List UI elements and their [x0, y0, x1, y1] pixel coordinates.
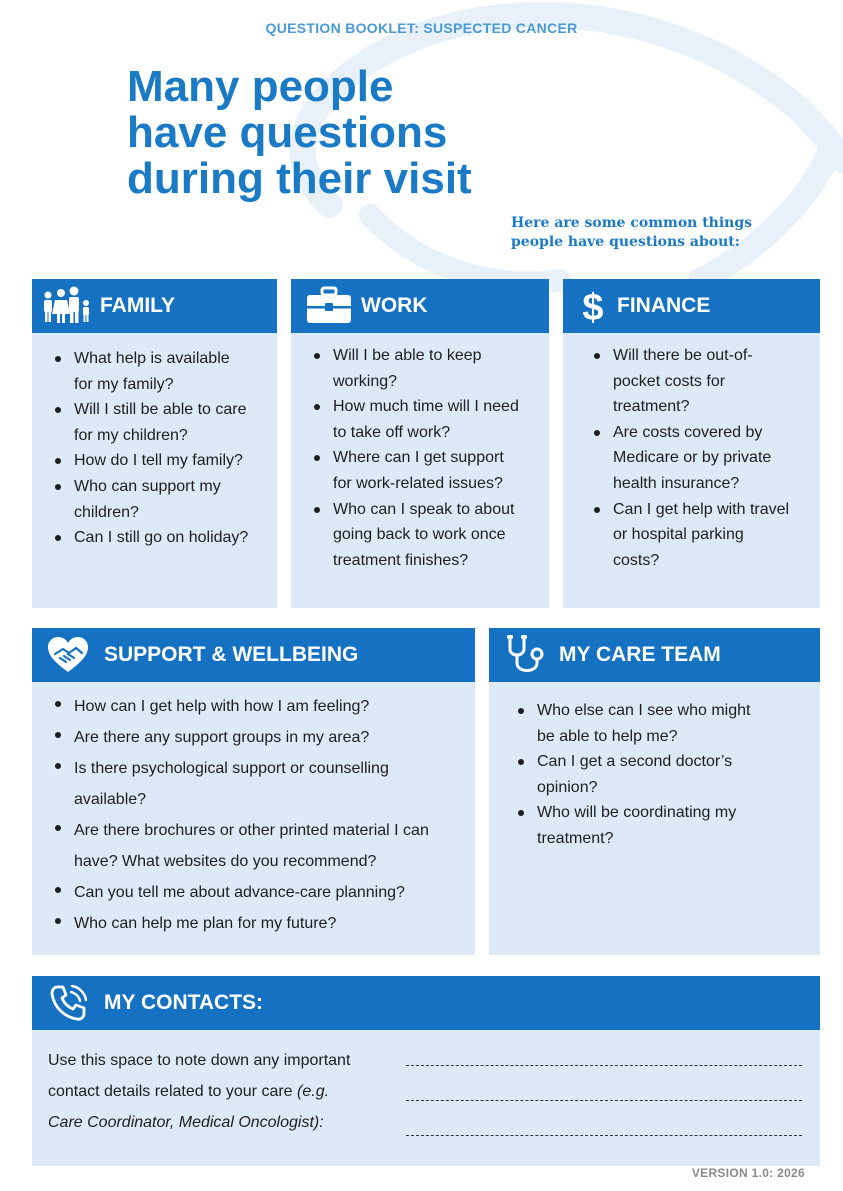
list-item: Can I still go on holiday?: [74, 525, 248, 551]
list-item: Will I be able to keep working?: [333, 343, 519, 394]
finance-question-list: [563, 343, 789, 573]
care-team-header: [489, 628, 820, 682]
version-label: VERSION 1.0: 2026: [691, 1166, 805, 1180]
list-item: Will there be out-of- pocket costs for treatment?: [613, 343, 789, 420]
list-item: Who can help me plan for my future?: [74, 908, 429, 939]
work-card: [291, 279, 549, 608]
list-item: Can I get a second doctor’s opinion?: [537, 749, 750, 800]
finance-card: [563, 279, 820, 608]
care-team-question-list: [489, 698, 750, 852]
family-title: FAMILY: [100, 294, 176, 317]
wellbeing-card: [32, 628, 475, 955]
list-item: How do I tell my family?: [74, 448, 248, 474]
list-item: Are costs covered by Medicare or by private health insurance?: [613, 420, 789, 497]
contact-write-line[interactable]: [406, 1135, 802, 1136]
booklet-label: QUESTION BOOKLET: SUSPECTED CANCER: [265, 20, 578, 36]
care-team-title: MY CARE TEAM: [559, 643, 721, 666]
contact-write-line[interactable]: [406, 1065, 802, 1066]
list-item: Who can I speak to about going back to work once treatment finishes?: [333, 497, 519, 574]
wellbeing-header: [32, 628, 475, 682]
contacts-title: MY CONTACTS:: [104, 991, 264, 1014]
wellbeing-question-list: [32, 691, 429, 939]
wellbeing-title: SUPPORT & WELLBEING: [104, 643, 359, 666]
stethoscope-icon: [505, 633, 549, 677]
svg-text:$: $: [582, 287, 604, 327]
list-item: What help is available for my family?: [74, 346, 248, 397]
list-item: Are there any support groups in my area?: [74, 722, 429, 753]
work-title: WORK: [361, 294, 428, 317]
work-question-list: [291, 343, 519, 573]
contacts-card: [32, 976, 820, 1166]
page-headline: Many people have questions during their visit: [127, 62, 472, 203]
family-question-list: [32, 346, 248, 551]
list-item: Who can support my children?: [74, 474, 248, 525]
finance-title: FINANCE: [617, 294, 711, 317]
list-item: Who else can I see who might be able to help me?: [537, 698, 750, 749]
dollar-icon: [579, 285, 607, 327]
list-item: How can I get help with how I am feeling?: [74, 691, 429, 722]
contacts-instructions: Use this space to note down any important contact details related to your care (e.g. Care Coordinator, Medical Oncologist):: [48, 1052, 351, 1131]
list-item: Who will be coordinating my treatment?: [537, 800, 750, 851]
list-item: Can you tell me about advance-care planning?: [74, 877, 429, 908]
list-item: Can I get help with travel or hospital parking costs?: [613, 497, 789, 574]
list-item: Will I still be able to care for my children?: [74, 397, 248, 448]
family-card: [32, 279, 277, 608]
work-header: [291, 279, 549, 333]
list-item: How much time will I need to take off work?: [333, 394, 519, 445]
heart-handshake-icon: [46, 636, 90, 674]
list-item: Where can I get support for work-related issues?: [333, 445, 519, 496]
phone-icon: [48, 982, 90, 1024]
intro-text: Here are some common things people have questions about:: [511, 215, 753, 250]
list-item: Is there psychological support or counselling available?: [74, 753, 429, 815]
finance-header: [563, 279, 820, 333]
list-item: Are there brochures or other printed material I can have? What websites do you recommend?: [74, 815, 429, 877]
contacts-header: [32, 976, 820, 1030]
contact-write-line[interactable]: [406, 1100, 802, 1101]
care-team-card: [489, 628, 820, 955]
family-header: [32, 279, 277, 333]
briefcase-icon: [305, 286, 353, 326]
family-icon: [40, 286, 94, 326]
